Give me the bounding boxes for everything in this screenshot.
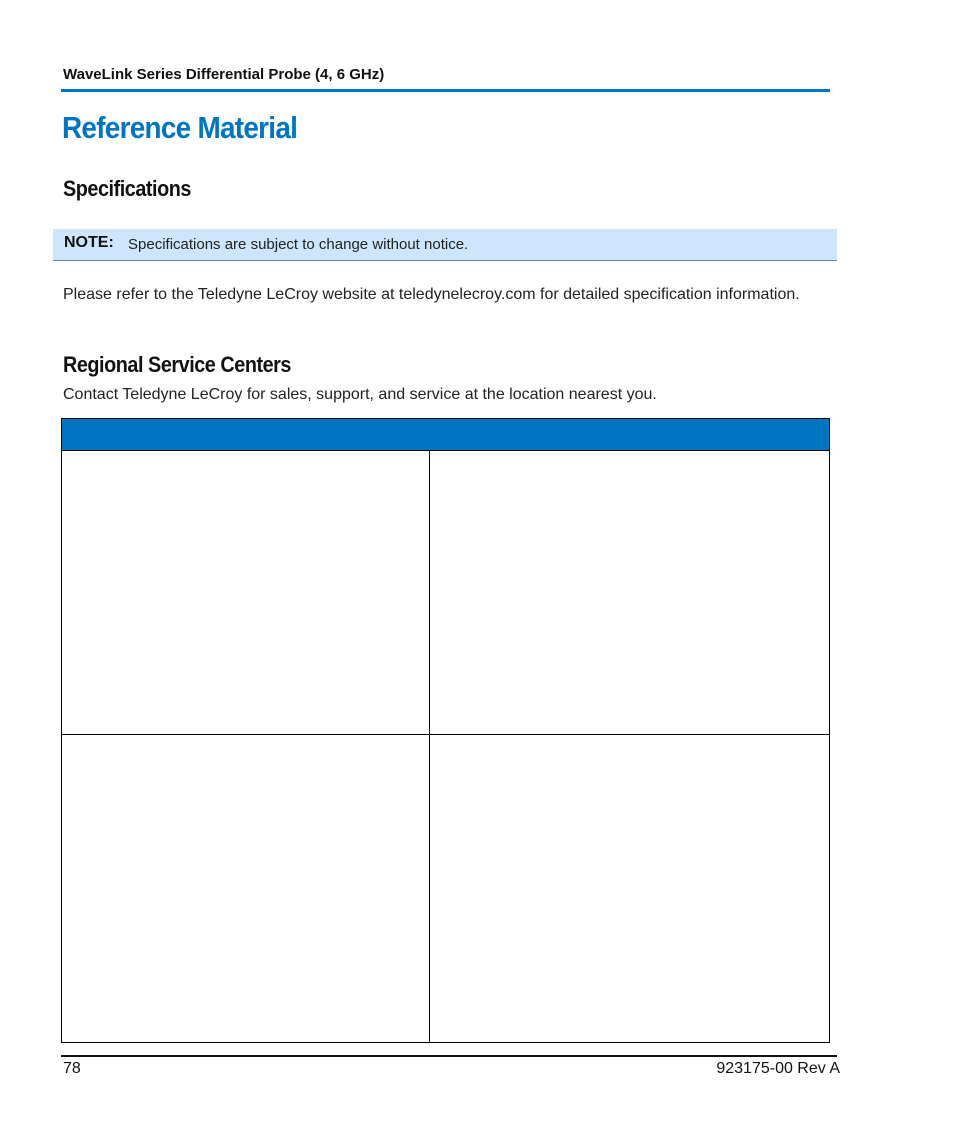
footer-rule	[61, 1055, 837, 1057]
table-cell	[62, 451, 429, 734]
note-text: Specifications are subject to change without notice.	[128, 236, 469, 253]
service-centers-table	[61, 418, 830, 1043]
table-column-divider	[429, 451, 430, 1042]
specifications-heading: Specifications	[63, 176, 191, 201]
page-title: Reference Material	[62, 110, 298, 145]
note-box	[53, 229, 837, 261]
table-cell	[62, 735, 429, 1042]
regional-service-paragraph: Contact Teledyne LeCroy for sales, support, and service at the location nearest you.	[63, 386, 657, 403]
table-row-divider	[62, 734, 829, 735]
specifications-paragraph: Please refer to the Teledyne LeCroy website at teledynelecroy.com for detailed specification information.	[63, 286, 800, 303]
page-number: 78	[63, 1060, 81, 1077]
table-cell	[430, 735, 829, 1042]
table-cell	[430, 451, 829, 734]
running-header-title: WaveLink Series Differential Probe (4, 6 GHz)	[63, 66, 385, 83]
header-rule	[61, 89, 830, 92]
document-number: 923175-00 Rev A	[716, 1060, 840, 1077]
note-label: NOTE:	[64, 234, 114, 251]
table-header-bar	[62, 419, 829, 451]
regional-service-heading: Regional Service Centers	[63, 352, 292, 377]
